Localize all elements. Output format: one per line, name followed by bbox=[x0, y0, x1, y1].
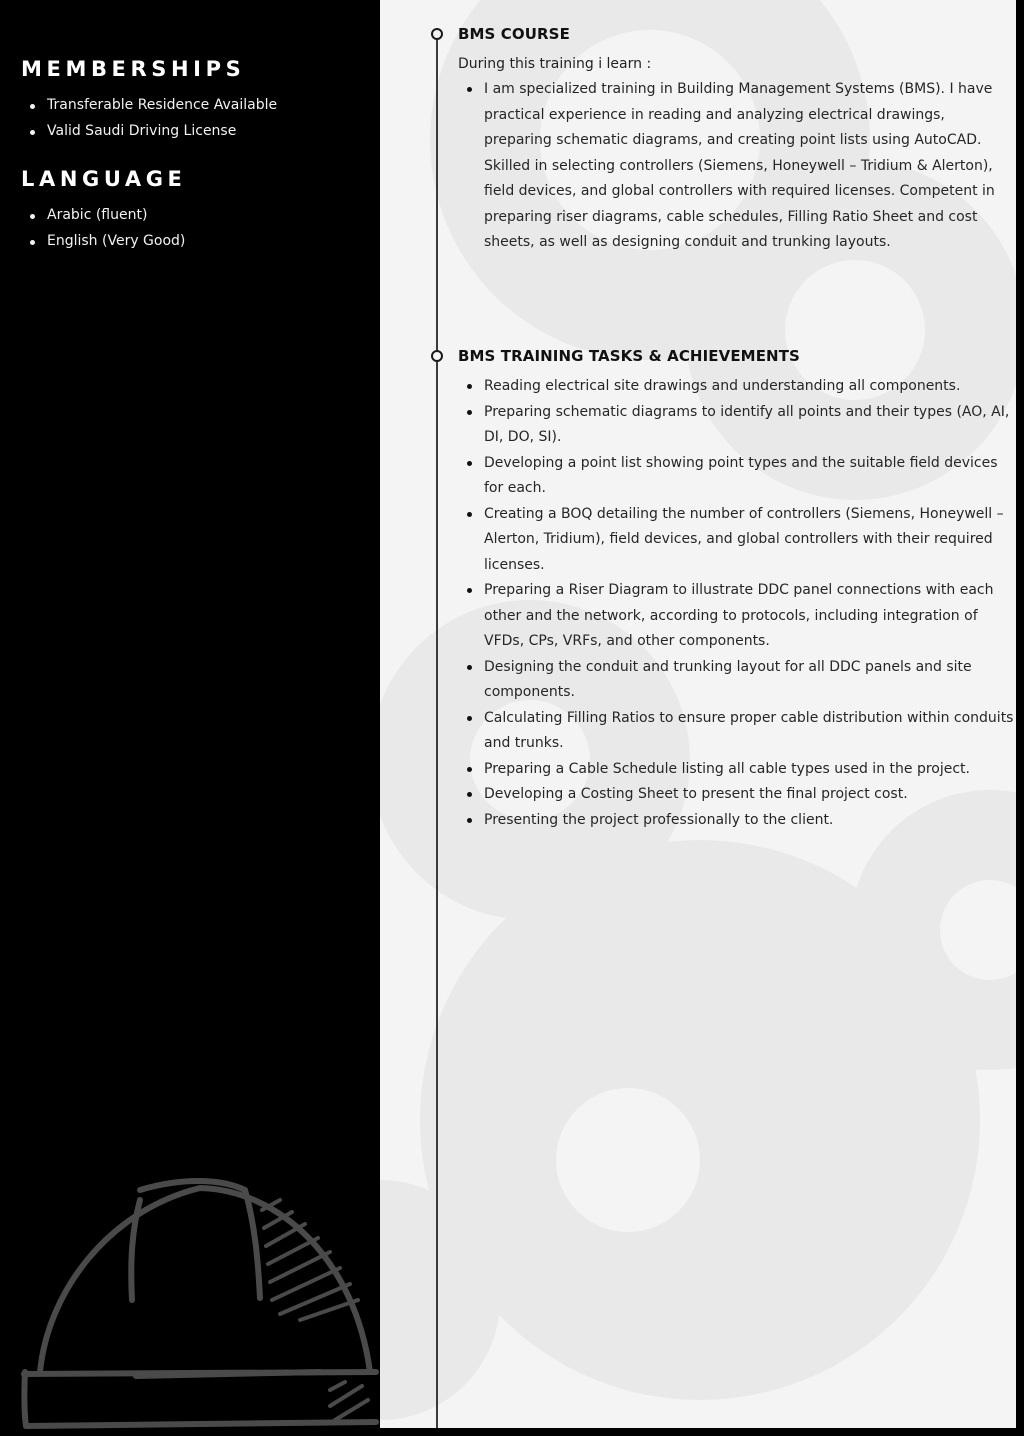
course-content bbox=[484, 77, 1014, 256]
list-item: Developing a point list showing point types and the suitable field devices for each. bbox=[484, 451, 1014, 502]
list-item: Valid Saudi Driving License bbox=[28, 119, 277, 145]
list-item: Presenting the project professionally to the client. bbox=[484, 808, 1014, 834]
timeline-node bbox=[431, 28, 443, 40]
list-item: Preparing a Cable Schedule listing all cable types used in the project. bbox=[484, 757, 1014, 783]
language-heading: LANGUAGE bbox=[21, 167, 187, 191]
list-item: Designing the conduit and trunking layout for all DDC panels and site components. bbox=[484, 655, 1014, 706]
list-item: Transferable Residence Available bbox=[28, 93, 277, 119]
tasks-content bbox=[484, 374, 1014, 833]
timeline-line bbox=[436, 40, 438, 1428]
section-intro: During this training i learn : bbox=[458, 56, 652, 72]
list-item: I am specialized training in Building Management Systems (BMS). I have practical experience in reading and analyzing electrical drawings, preparing schematic diagrams, and creating point lists using AutoCAD. Skilled in selecting controllers (Siemens, Honeywell – Tridium & Alerton), field devices, and global controllers with required licenses. Competent in preparing riser diagrams, cable schedules, Filling Ratio Sheet and cost sheets, as well as designing conduit and trunking layouts. bbox=[484, 77, 1014, 256]
language-list bbox=[28, 203, 185, 254]
list-item: Creating a BOQ detailing the number of controllers (Siemens, Honeywell – Alerton, Tridium), field devices, and global controllers with their required licenses. bbox=[484, 502, 1014, 579]
tasks-list bbox=[484, 374, 1014, 833]
sidebar bbox=[0, 0, 380, 1436]
list-item: Developing a Costing Sheet to present the final project cost. bbox=[484, 782, 1014, 808]
memberships-heading: MEMBERSHIPS bbox=[21, 57, 246, 81]
timeline-node bbox=[431, 350, 443, 362]
list-item: Preparing schematic diagrams to identify all points and their types (AO, AI, DI, DO, SI). bbox=[484, 400, 1014, 451]
memberships-list bbox=[28, 93, 277, 144]
course-list bbox=[484, 77, 1014, 256]
list-item: Calculating Filling Ratios to ensure proper cable distribution within conduits and trunks. bbox=[484, 706, 1014, 757]
section-title: BMS TRAINING TASKS & ACHIEVEMENTS bbox=[458, 347, 800, 365]
page-edge bbox=[1016, 0, 1024, 1436]
list-item: Arabic (fluent) bbox=[28, 203, 185, 229]
list-item: Preparing a Riser Diagram to illustrate DDC panel connections with each other and the network, according to protocols, including integration of VFDs, CPs, VRFs, and other components. bbox=[484, 578, 1014, 655]
section-title: BMS COURSE bbox=[458, 25, 570, 43]
hard-hat-icon bbox=[0, 1150, 380, 1436]
main-panel bbox=[380, 0, 1016, 1428]
list-item: English (Very Good) bbox=[28, 229, 185, 255]
list-item: Reading electrical site drawings and understanding all components. bbox=[484, 374, 1014, 400]
